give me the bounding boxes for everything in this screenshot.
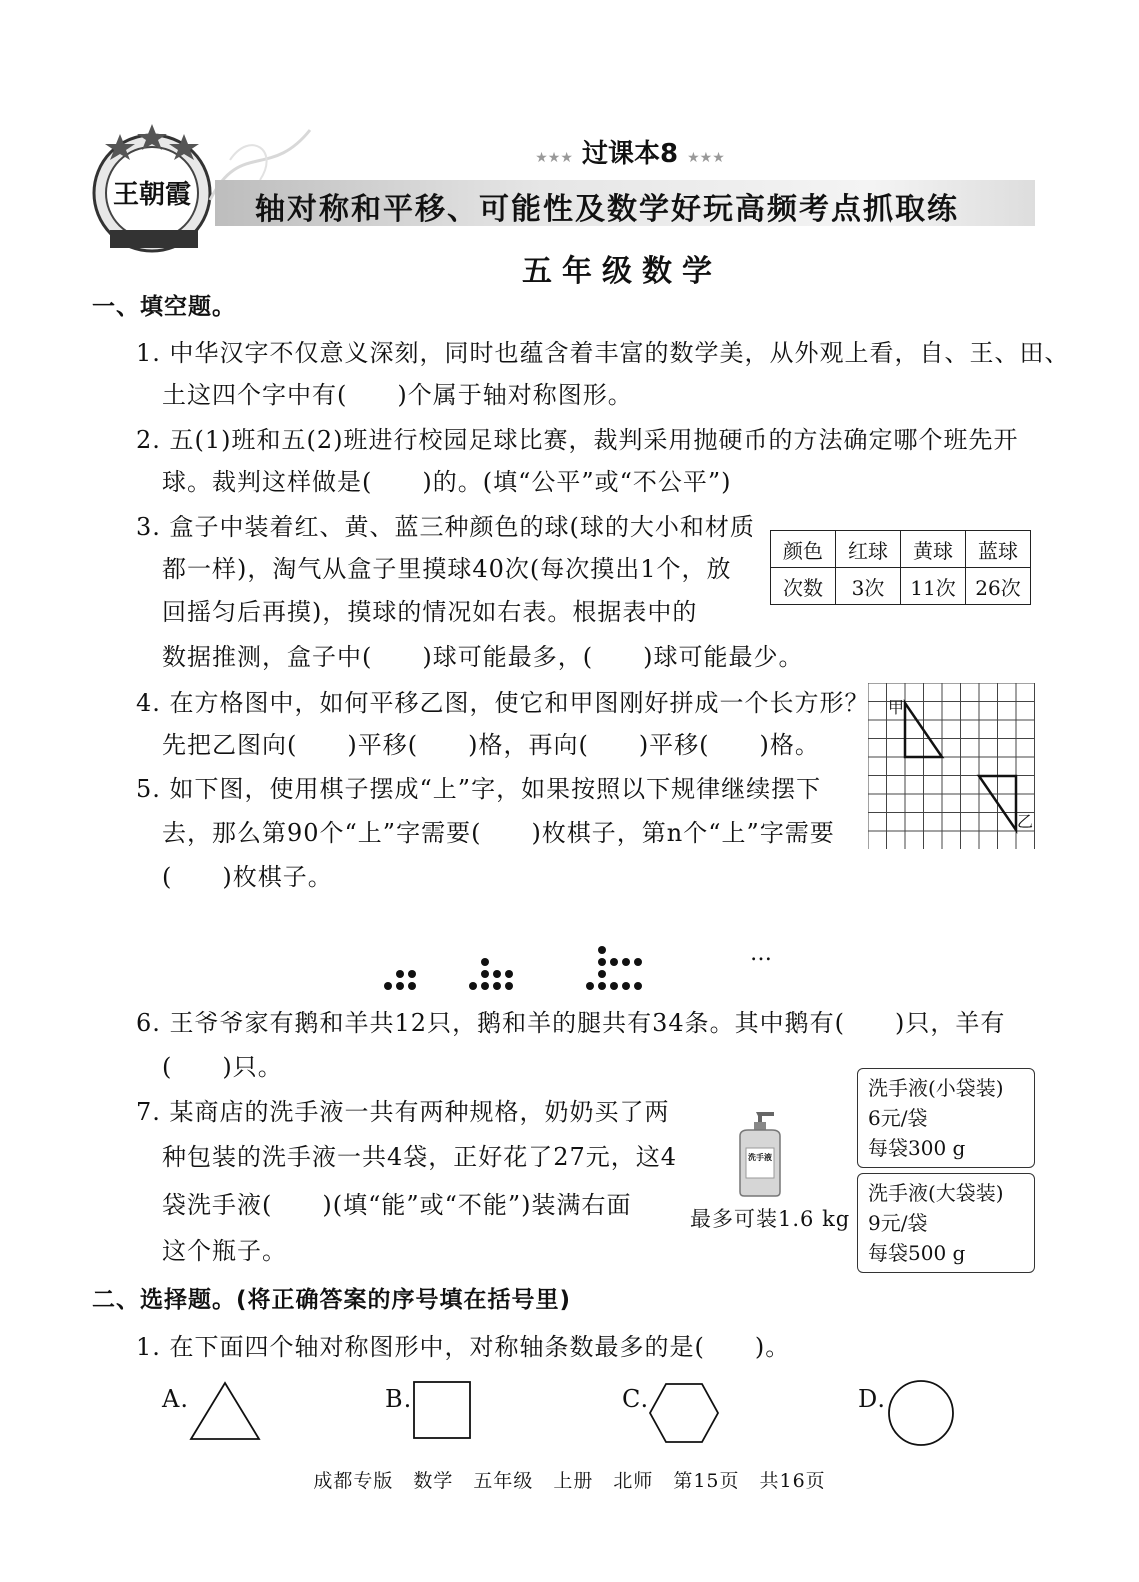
chess-pattern <box>380 900 780 995</box>
option-label: A. <box>162 1385 189 1413</box>
question-line: 4. 在方格图中，如何平移乙图，使它和甲图刚好拼成一个长方形？ <box>136 689 870 717</box>
header-badge-row <box>500 133 760 170</box>
question-line: 7. 某商店的洗手液一共有两种规格，奶奶买了两 <box>136 1098 670 1126</box>
chess-dot <box>505 970 513 978</box>
chess-dot <box>622 958 630 966</box>
chess-dot <box>481 970 489 978</box>
chess-dot <box>505 982 513 990</box>
chess-dot <box>598 970 606 978</box>
chess-dot <box>396 982 404 990</box>
table-cell: 蓝球 <box>966 531 1031 568</box>
bottle-label: 洗手液 <box>748 1153 772 1162</box>
page-footer: 成都专版 数学 五年级 上册 北师 第15页 共16页 <box>313 1470 826 1492</box>
chess-dot <box>493 982 501 990</box>
table-row <box>771 531 1031 568</box>
small-pack-weight: 每袋300 g <box>868 1136 966 1160</box>
small-pack-box <box>857 1068 1035 1168</box>
label-yi: 乙 <box>1017 812 1034 831</box>
bottle-icon <box>730 1108 790 1198</box>
table-cell: 黄球 <box>901 531 966 568</box>
chess-dot <box>396 970 404 978</box>
chess-dot <box>610 982 618 990</box>
question-line: ( )只。 <box>162 1053 283 1081</box>
question-line: 1. 在下面四个轴对称图形中，对称轴条数最多的是( )。 <box>136 1333 791 1361</box>
section-heading: 二、选择题。(将正确答案的序号填在括号里) <box>92 1287 572 1313</box>
option-label: B. <box>385 1385 413 1413</box>
table-cell: 3次 <box>836 568 901 605</box>
header-badge: 过课本8 <box>581 139 679 169</box>
chess-dot <box>586 982 594 990</box>
question-line: 先把乙图向( )平移( )格，再向( )平移( )格。 <box>162 731 820 759</box>
question-line: 回摇匀后再摸)，摸球的情况如右表。根据表中的 <box>162 598 698 626</box>
square-shape <box>412 1380 472 1440</box>
logo-brand: 王朝霞 <box>112 180 192 210</box>
question-line: 这个瓶子。 <box>162 1237 287 1265</box>
page-title: 轴对称和平移、可能性及数学好玩高频考点抓取练 <box>255 192 959 227</box>
option-label: C. <box>622 1385 650 1413</box>
question-line: 土这四个字中有( )个属于轴对称图形。 <box>162 381 633 409</box>
star-icon: ★★★ <box>535 150 573 166</box>
chess-dot <box>384 982 392 990</box>
chess-dot <box>481 958 489 966</box>
question-line: 袋洗手液( )(填“能”或“不能”)装满右面 <box>162 1191 632 1219</box>
small-pack-name: 洗手液(小袋装) <box>868 1076 1004 1100</box>
question-line: 数据推测，盒子中( )球可能最多，( )球可能最少。 <box>162 643 804 671</box>
question-line: 3. 盒子中装着红、黄、蓝三种颜色的球(球的大小和材质 <box>136 513 755 541</box>
large-pack-box <box>857 1173 1035 1273</box>
large-pack-price: 9元/袋 <box>868 1211 928 1235</box>
question-line: 都一样)，淘气从盒子里摸球40次(每次摸出1个，放 <box>162 555 732 583</box>
grid-figure <box>868 683 1036 849</box>
table-cell: 红球 <box>836 531 901 568</box>
table-cell: 26次 <box>966 568 1031 605</box>
table-cell: 11次 <box>901 568 966 605</box>
small-pack-price: 6元/袋 <box>868 1106 928 1130</box>
ball-table <box>770 530 1031 605</box>
large-pack-name: 洗手液(大袋装) <box>868 1181 1004 1205</box>
bottle-caption: 最多可装1.6 kg <box>690 1207 851 1231</box>
table-row <box>771 568 1031 605</box>
option-label: D. <box>858 1385 887 1413</box>
ellipsis: … <box>750 941 772 966</box>
hexagon-shape <box>648 1382 720 1444</box>
question-line: ( )枚棋子。 <box>162 863 333 891</box>
question-line: 2. 五(1)班和五(2)班进行校园足球比赛，裁判采用抛硬币的方法确定哪个班先开 <box>136 426 1019 454</box>
chess-dot <box>469 982 477 990</box>
chess-dot <box>622 982 630 990</box>
large-pack-weight: 每袋500 g <box>868 1241 966 1265</box>
star-icon: ★★★ <box>687 150 725 166</box>
chess-dot <box>598 958 606 966</box>
chess-dot <box>634 982 642 990</box>
chess-dot <box>634 958 642 966</box>
circle-shape <box>886 1378 956 1448</box>
chess-dot <box>493 970 501 978</box>
chess-dot <box>408 970 416 978</box>
subject-title: 五年级数学 <box>522 254 722 289</box>
question-line: 球。裁判这样做是( )的。(填“公平”或“不公平”) <box>162 468 732 496</box>
question-line: 去，那么第90个“上”字需要( )枚棋子，第n个“上”字需要 <box>162 819 835 847</box>
table-cell: 次数 <box>771 568 836 605</box>
table-cell: 颜色 <box>771 531 836 568</box>
triangle-shape <box>188 1380 262 1442</box>
chess-dot <box>598 982 606 990</box>
label-jia: 甲 <box>888 698 905 717</box>
chess-dot <box>610 958 618 966</box>
question-line: 6. 王爷爷家有鹅和羊共12只，鹅和羊的腿共有34条。其中鹅有( )只，羊有 <box>136 1009 1006 1037</box>
chess-dot <box>598 946 606 954</box>
chess-dot <box>408 982 416 990</box>
question-line: 1. 中华汉字不仅意义深刻，同时也蕴含着丰富的数学美，从外观上看，自、王、田、 <box>136 339 1070 367</box>
section-heading: 一、填空题。 <box>92 294 236 320</box>
question-line: 5. 如下图，使用棋子摆成“上”字，如果按照以下规律继续摆下 <box>136 775 822 803</box>
question-line: 种包装的洗手液一共4袋，正好花了27元，这4 <box>162 1143 678 1171</box>
chess-dot <box>481 982 489 990</box>
